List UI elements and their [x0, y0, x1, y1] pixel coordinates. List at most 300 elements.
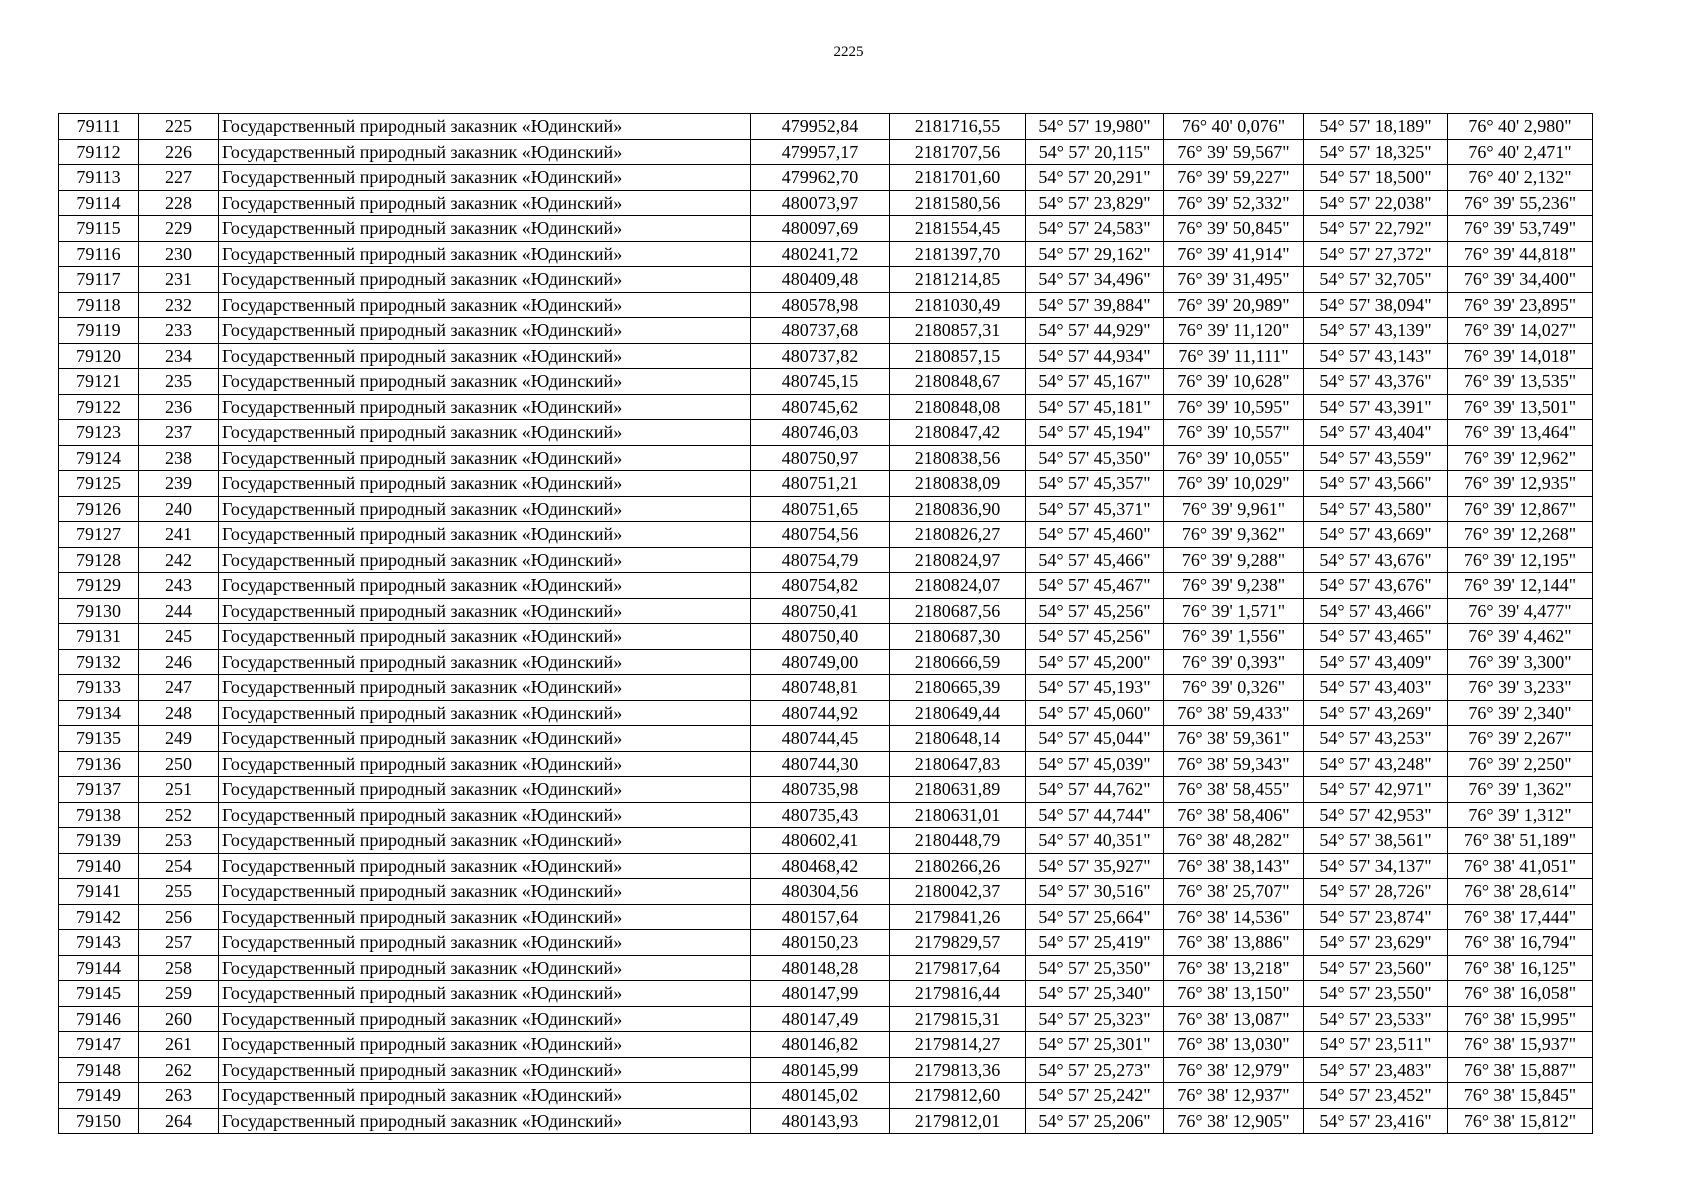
latitude-alt-cell: 54° 57' 43,566" [1304, 471, 1448, 497]
latitude-cell: 54° 57' 39,884" [1026, 292, 1164, 318]
point-number-cell: 227 [139, 165, 219, 191]
x-coordinate-cell: 480735,43 [751, 802, 890, 828]
table-row [59, 930, 1593, 956]
table-row [59, 726, 1593, 752]
point-id-cell: 79138 [59, 802, 139, 828]
longitude-alt-cell: 76° 39' 12,144" [1448, 573, 1593, 599]
longitude-alt-cell: 76° 38' 16,794" [1448, 930, 1593, 956]
y-coordinate-cell: 2179817,64 [890, 955, 1026, 981]
latitude-cell: 54° 57' 25,419" [1026, 930, 1164, 956]
latitude-cell: 54° 57' 45,039" [1026, 751, 1164, 777]
point-number-cell: 225 [139, 114, 219, 140]
point-id-cell: 79120 [59, 343, 139, 369]
point-number-cell: 236 [139, 394, 219, 420]
table-row [59, 777, 1593, 803]
longitude-alt-cell: 76° 38' 15,887" [1448, 1057, 1593, 1083]
latitude-alt-cell: 54° 57' 43,559" [1304, 445, 1448, 471]
y-coordinate-cell: 2179814,27 [890, 1032, 1026, 1058]
longitude-alt-cell: 76° 40' 2,980" [1448, 114, 1593, 140]
latitude-cell: 54° 57' 40,351" [1026, 828, 1164, 854]
y-coordinate-cell: 2180266,26 [890, 853, 1026, 879]
table-row [59, 165, 1593, 191]
point-number-cell: 262 [139, 1057, 219, 1083]
point-id-cell: 79127 [59, 522, 139, 548]
x-coordinate-cell: 480746,03 [751, 420, 890, 446]
y-coordinate-cell: 2180042,37 [890, 879, 1026, 905]
latitude-alt-cell: 54° 57' 38,561" [1304, 828, 1448, 854]
object-name-cell: Государственный природный заказник «Юдинский» [219, 496, 751, 522]
latitude-cell: 54° 57' 45,194" [1026, 420, 1164, 446]
object-name-cell: Государственный природный заказник «Юдинский» [219, 1108, 751, 1134]
object-name-cell: Государственный природный заказник «Юдинский» [219, 675, 751, 701]
x-coordinate-cell: 480073,97 [751, 190, 890, 216]
object-name-cell: Государственный природный заказник «Юдинский» [219, 369, 751, 395]
latitude-alt-cell: 54° 57' 23,533" [1304, 1006, 1448, 1032]
table-row [59, 1032, 1593, 1058]
object-name-cell: Государственный природный заказник «Юдинский» [219, 802, 751, 828]
x-coordinate-cell: 479952,84 [751, 114, 890, 140]
longitude-alt-cell: 76° 38' 51,189" [1448, 828, 1593, 854]
point-number-cell: 240 [139, 496, 219, 522]
longitude-cell: 76° 38' 58,406" [1164, 802, 1304, 828]
point-id-cell: 79129 [59, 573, 139, 599]
x-coordinate-cell: 480148,28 [751, 955, 890, 981]
point-number-cell: 264 [139, 1108, 219, 1134]
table-row [59, 573, 1593, 599]
x-coordinate-cell: 479957,17 [751, 139, 890, 165]
table-row [59, 139, 1593, 165]
point-id-cell: 79114 [59, 190, 139, 216]
latitude-cell: 54° 57' 45,181" [1026, 394, 1164, 420]
longitude-alt-cell: 76° 40' 2,132" [1448, 165, 1593, 191]
longitude-cell: 76° 39' 0,393" [1164, 649, 1304, 675]
object-name-cell: Государственный природный заказник «Юдинский» [219, 216, 751, 242]
x-coordinate-cell: 480751,21 [751, 471, 890, 497]
point-id-cell: 79135 [59, 726, 139, 752]
latitude-cell: 54° 57' 45,256" [1026, 624, 1164, 650]
point-id-cell: 79126 [59, 496, 139, 522]
table-row [59, 420, 1593, 446]
y-coordinate-cell: 2179829,57 [890, 930, 1026, 956]
point-id-cell: 79123 [59, 420, 139, 446]
table-row [59, 114, 1593, 140]
point-number-cell: 250 [139, 751, 219, 777]
x-coordinate-cell: 480578,98 [751, 292, 890, 318]
latitude-alt-cell: 54° 57' 34,137" [1304, 853, 1448, 879]
y-coordinate-cell: 2180838,09 [890, 471, 1026, 497]
longitude-cell: 76° 39' 10,055" [1164, 445, 1304, 471]
latitude-alt-cell: 54° 57' 43,580" [1304, 496, 1448, 522]
page-number: 2225 [833, 44, 864, 60]
point-number-cell: 232 [139, 292, 219, 318]
object-name-cell: Государственный природный заказник «Юдинский» [219, 267, 751, 293]
object-name-cell: Государственный природный заказник «Юдинский» [219, 573, 751, 599]
y-coordinate-cell: 2180665,39 [890, 675, 1026, 701]
object-name-cell: Государственный природный заказник «Юдинский» [219, 394, 751, 420]
latitude-cell: 54° 57' 25,350" [1026, 955, 1164, 981]
table-row [59, 318, 1593, 344]
x-coordinate-cell: 480147,49 [751, 1006, 890, 1032]
point-number-cell: 238 [139, 445, 219, 471]
point-id-cell: 79142 [59, 904, 139, 930]
latitude-alt-cell: 54° 57' 23,416" [1304, 1108, 1448, 1134]
longitude-alt-cell: 76° 38' 16,125" [1448, 955, 1593, 981]
object-name-cell: Государственный природный заказник «Юдинский» [219, 292, 751, 318]
longitude-cell: 76° 38' 14,536" [1164, 904, 1304, 930]
point-number-cell: 254 [139, 853, 219, 879]
point-id-cell: 79132 [59, 649, 139, 675]
table-row [59, 216, 1593, 242]
latitude-cell: 54° 57' 25,206" [1026, 1108, 1164, 1134]
x-coordinate-cell: 479962,70 [751, 165, 890, 191]
x-coordinate-cell: 480737,68 [751, 318, 890, 344]
latitude-cell: 54° 57' 45,357" [1026, 471, 1164, 497]
latitude-alt-cell: 54° 57' 42,953" [1304, 802, 1448, 828]
point-number-cell: 244 [139, 598, 219, 624]
longitude-cell: 76° 39' 59,227" [1164, 165, 1304, 191]
point-id-cell: 79146 [59, 1006, 139, 1032]
longitude-cell: 76° 39' 1,556" [1164, 624, 1304, 650]
latitude-alt-cell: 54° 57' 43,465" [1304, 624, 1448, 650]
table-row [59, 445, 1593, 471]
x-coordinate-cell: 480241,72 [751, 241, 890, 267]
longitude-cell: 76° 39' 9,362" [1164, 522, 1304, 548]
y-coordinate-cell: 2180857,31 [890, 318, 1026, 344]
point-number-cell: 252 [139, 802, 219, 828]
point-id-cell: 79140 [59, 853, 139, 879]
longitude-cell: 76° 38' 12,937" [1164, 1083, 1304, 1109]
coordinates-table [58, 113, 1593, 1134]
table-row [59, 649, 1593, 675]
object-name-cell: Государственный природный заказник «Юдинский» [219, 853, 751, 879]
latitude-cell: 54° 57' 45,371" [1026, 496, 1164, 522]
table-row [59, 1108, 1593, 1134]
longitude-cell: 76° 39' 10,595" [1164, 394, 1304, 420]
object-name-cell: Государственный природный заказник «Юдинский» [219, 649, 751, 675]
object-name-cell: Государственный природный заказник «Юдинский» [219, 343, 751, 369]
longitude-alt-cell: 76° 39' 12,195" [1448, 547, 1593, 573]
longitude-cell: 76° 39' 41,914" [1164, 241, 1304, 267]
latitude-alt-cell: 54° 57' 43,466" [1304, 598, 1448, 624]
object-name-cell: Государственный природный заказник «Юдинский» [219, 955, 751, 981]
object-name-cell: Государственный природный заказник «Юдинский» [219, 471, 751, 497]
latitude-alt-cell: 54° 57' 23,629" [1304, 930, 1448, 956]
y-coordinate-cell: 2179813,36 [890, 1057, 1026, 1083]
longitude-alt-cell: 76° 39' 12,962" [1448, 445, 1593, 471]
y-coordinate-cell: 2179812,60 [890, 1083, 1026, 1109]
latitude-alt-cell: 54° 57' 28,726" [1304, 879, 1448, 905]
table-row [59, 598, 1593, 624]
longitude-cell: 76° 39' 31,495" [1164, 267, 1304, 293]
latitude-cell: 54° 57' 25,301" [1026, 1032, 1164, 1058]
table-row [59, 496, 1593, 522]
latitude-alt-cell: 54° 57' 18,325" [1304, 139, 1448, 165]
longitude-alt-cell: 76° 39' 2,250" [1448, 751, 1593, 777]
point-number-cell: 231 [139, 267, 219, 293]
point-id-cell: 79133 [59, 675, 139, 701]
longitude-cell: 76° 38' 59,343" [1164, 751, 1304, 777]
latitude-alt-cell: 54° 57' 38,094" [1304, 292, 1448, 318]
point-id-cell: 79117 [59, 267, 139, 293]
y-coordinate-cell: 2180848,08 [890, 394, 1026, 420]
point-number-cell: 256 [139, 904, 219, 930]
latitude-cell: 54° 57' 45,193" [1026, 675, 1164, 701]
table-row [59, 471, 1593, 497]
x-coordinate-cell: 480409,48 [751, 267, 890, 293]
x-coordinate-cell: 480468,42 [751, 853, 890, 879]
y-coordinate-cell: 2180647,83 [890, 751, 1026, 777]
longitude-cell: 76° 38' 12,905" [1164, 1108, 1304, 1134]
latitude-cell: 54° 57' 24,583" [1026, 216, 1164, 242]
object-name-cell: Государственный природный заказник «Юдинский» [219, 1032, 751, 1058]
point-id-cell: 79122 [59, 394, 139, 420]
longitude-cell: 76° 39' 11,120" [1164, 318, 1304, 344]
latitude-alt-cell: 54° 57' 23,511" [1304, 1032, 1448, 1058]
longitude-cell: 76° 39' 9,288" [1164, 547, 1304, 573]
x-coordinate-cell: 480145,02 [751, 1083, 890, 1109]
table-body [59, 114, 1593, 1134]
x-coordinate-cell: 480748,81 [751, 675, 890, 701]
table-row [59, 828, 1593, 854]
longitude-cell: 76° 39' 11,111" [1164, 343, 1304, 369]
longitude-cell: 76° 39' 1,571" [1164, 598, 1304, 624]
point-number-cell: 246 [139, 649, 219, 675]
object-name-cell: Государственный природный заказник «Юдинский» [219, 241, 751, 267]
point-id-cell: 79121 [59, 369, 139, 395]
object-name-cell: Государственный природный заказник «Юдинский» [219, 981, 751, 1007]
object-name-cell: Государственный природный заказник «Юдинский» [219, 420, 751, 446]
table-row [59, 802, 1593, 828]
latitude-alt-cell: 54° 57' 23,874" [1304, 904, 1448, 930]
y-coordinate-cell: 2180648,14 [890, 726, 1026, 752]
point-number-cell: 234 [139, 343, 219, 369]
table-row [59, 292, 1593, 318]
point-id-cell: 79131 [59, 624, 139, 650]
longitude-cell: 76° 38' 25,707" [1164, 879, 1304, 905]
latitude-alt-cell: 54° 57' 22,038" [1304, 190, 1448, 216]
longitude-cell: 76° 38' 59,433" [1164, 700, 1304, 726]
longitude-alt-cell: 76° 38' 15,845" [1448, 1083, 1593, 1109]
x-coordinate-cell: 480754,82 [751, 573, 890, 599]
y-coordinate-cell: 2180666,59 [890, 649, 1026, 675]
x-coordinate-cell: 480145,99 [751, 1057, 890, 1083]
point-number-cell: 245 [139, 624, 219, 650]
longitude-cell: 76° 39' 20,989" [1164, 292, 1304, 318]
object-name-cell: Государственный природный заказник «Юдинский» [219, 522, 751, 548]
longitude-cell: 76° 38' 13,218" [1164, 955, 1304, 981]
table-row [59, 751, 1593, 777]
x-coordinate-cell: 480304,56 [751, 879, 890, 905]
longitude-alt-cell: 76° 40' 2,471" [1448, 139, 1593, 165]
latitude-alt-cell: 54° 57' 27,372" [1304, 241, 1448, 267]
point-id-cell: 79141 [59, 879, 139, 905]
point-number-cell: 241 [139, 522, 219, 548]
latitude-alt-cell: 54° 57' 43,391" [1304, 394, 1448, 420]
x-coordinate-cell: 480146,82 [751, 1032, 890, 1058]
latitude-cell: 54° 57' 45,350" [1026, 445, 1164, 471]
point-number-cell: 257 [139, 930, 219, 956]
latitude-cell: 54° 57' 30,516" [1026, 879, 1164, 905]
point-id-cell: 79145 [59, 981, 139, 1007]
longitude-alt-cell: 76° 39' 4,462" [1448, 624, 1593, 650]
latitude-alt-cell: 54° 57' 23,452" [1304, 1083, 1448, 1109]
longitude-cell: 76° 40' 0,076" [1164, 114, 1304, 140]
latitude-cell: 54° 57' 45,460" [1026, 522, 1164, 548]
point-number-cell: 255 [139, 879, 219, 905]
object-name-cell: Государственный природный заказник «Юдинский» [219, 700, 751, 726]
point-id-cell: 79112 [59, 139, 139, 165]
latitude-cell: 54° 57' 44,762" [1026, 777, 1164, 803]
y-coordinate-cell: 2180687,30 [890, 624, 1026, 650]
longitude-cell: 76° 38' 13,150" [1164, 981, 1304, 1007]
y-coordinate-cell: 2180838,56 [890, 445, 1026, 471]
x-coordinate-cell: 480602,41 [751, 828, 890, 854]
point-id-cell: 79124 [59, 445, 139, 471]
point-id-cell: 79147 [59, 1032, 139, 1058]
point-id-cell: 79137 [59, 777, 139, 803]
point-id-cell: 79144 [59, 955, 139, 981]
latitude-alt-cell: 54° 57' 43,409" [1304, 649, 1448, 675]
longitude-cell: 76° 39' 10,557" [1164, 420, 1304, 446]
x-coordinate-cell: 480157,64 [751, 904, 890, 930]
longitude-cell: 76° 38' 13,030" [1164, 1032, 1304, 1058]
latitude-cell: 54° 57' 45,044" [1026, 726, 1164, 752]
latitude-cell: 54° 57' 23,829" [1026, 190, 1164, 216]
longitude-cell: 76° 39' 52,332" [1164, 190, 1304, 216]
longitude-cell: 76° 39' 50,845" [1164, 216, 1304, 242]
longitude-alt-cell: 76° 38' 41,051" [1448, 853, 1593, 879]
longitude-cell: 76° 38' 58,455" [1164, 777, 1304, 803]
table-row [59, 955, 1593, 981]
latitude-cell: 54° 57' 29,162" [1026, 241, 1164, 267]
x-coordinate-cell: 480150,23 [751, 930, 890, 956]
longitude-alt-cell: 76° 39' 4,477" [1448, 598, 1593, 624]
point-id-cell: 79115 [59, 216, 139, 242]
latitude-alt-cell: 54° 57' 43,139" [1304, 318, 1448, 344]
longitude-cell: 76° 38' 59,361" [1164, 726, 1304, 752]
latitude-cell: 54° 57' 20,291" [1026, 165, 1164, 191]
object-name-cell: Государственный природный заказник «Юдинский» [219, 879, 751, 905]
point-number-cell: 261 [139, 1032, 219, 1058]
latitude-cell: 54° 57' 25,664" [1026, 904, 1164, 930]
table-row [59, 879, 1593, 905]
point-id-cell: 79125 [59, 471, 139, 497]
longitude-alt-cell: 76° 39' 12,268" [1448, 522, 1593, 548]
object-name-cell: Государственный природный заказник «Юдинский» [219, 190, 751, 216]
table-row [59, 1006, 1593, 1032]
point-id-cell: 79150 [59, 1108, 139, 1134]
table-row [59, 853, 1593, 879]
longitude-cell: 76° 38' 48,282" [1164, 828, 1304, 854]
longitude-alt-cell: 76° 39' 55,236" [1448, 190, 1593, 216]
object-name-cell: Государственный природный заказник «Юдинский» [219, 930, 751, 956]
object-name-cell: Государственный природный заказник «Юдинский» [219, 445, 751, 471]
object-name-cell: Государственный природный заказник «Юдинский» [219, 547, 751, 573]
latitude-cell: 54° 57' 45,467" [1026, 573, 1164, 599]
table-row [59, 981, 1593, 1007]
y-coordinate-cell: 2179815,31 [890, 1006, 1026, 1032]
latitude-alt-cell: 54° 57' 43,676" [1304, 547, 1448, 573]
point-id-cell: 79116 [59, 241, 139, 267]
object-name-cell: Государственный природный заказник «Юдинский» [219, 777, 751, 803]
x-coordinate-cell: 480750,41 [751, 598, 890, 624]
latitude-alt-cell: 54° 57' 43,403" [1304, 675, 1448, 701]
latitude-alt-cell: 54° 57' 43,253" [1304, 726, 1448, 752]
longitude-cell: 76° 38' 13,886" [1164, 930, 1304, 956]
y-coordinate-cell: 2180631,01 [890, 802, 1026, 828]
table-row [59, 369, 1593, 395]
latitude-alt-cell: 54° 57' 42,971" [1304, 777, 1448, 803]
point-id-cell: 79136 [59, 751, 139, 777]
longitude-cell: 76° 38' 38,143" [1164, 853, 1304, 879]
longitude-cell: 76° 39' 0,326" [1164, 675, 1304, 701]
object-name-cell: Государственный природный заказник «Юдинский» [219, 139, 751, 165]
longitude-cell: 76° 39' 10,628" [1164, 369, 1304, 395]
latitude-cell: 54° 57' 20,115" [1026, 139, 1164, 165]
x-coordinate-cell: 480745,62 [751, 394, 890, 420]
y-coordinate-cell: 2179841,26 [890, 904, 1026, 930]
point-number-cell: 242 [139, 547, 219, 573]
x-coordinate-cell: 480751,65 [751, 496, 890, 522]
x-coordinate-cell: 480750,97 [751, 445, 890, 471]
latitude-cell: 54° 57' 45,466" [1026, 547, 1164, 573]
point-id-cell: 79149 [59, 1083, 139, 1109]
latitude-alt-cell: 54° 57' 18,500" [1304, 165, 1448, 191]
table-row [59, 904, 1593, 930]
x-coordinate-cell: 480737,82 [751, 343, 890, 369]
latitude-cell: 54° 57' 19,980" [1026, 114, 1164, 140]
table-row [59, 1083, 1593, 1109]
longitude-alt-cell: 76° 39' 13,501" [1448, 394, 1593, 420]
longitude-alt-cell: 76° 38' 17,444" [1448, 904, 1593, 930]
x-coordinate-cell: 480147,99 [751, 981, 890, 1007]
x-coordinate-cell: 480097,69 [751, 216, 890, 242]
x-coordinate-cell: 480735,98 [751, 777, 890, 803]
point-id-cell: 79143 [59, 930, 139, 956]
latitude-cell: 54° 57' 25,323" [1026, 1006, 1164, 1032]
point-number-cell: 253 [139, 828, 219, 854]
x-coordinate-cell: 480744,30 [751, 751, 890, 777]
point-id-cell: 79128 [59, 547, 139, 573]
point-id-cell: 79111 [59, 114, 139, 140]
point-id-cell: 79118 [59, 292, 139, 318]
object-name-cell: Государственный природный заказник «Юдинский» [219, 598, 751, 624]
point-id-cell: 79134 [59, 700, 139, 726]
x-coordinate-cell: 480750,40 [751, 624, 890, 650]
table-row [59, 624, 1593, 650]
latitude-cell: 54° 57' 35,927" [1026, 853, 1164, 879]
x-coordinate-cell: 480744,92 [751, 700, 890, 726]
table-row [59, 522, 1593, 548]
longitude-alt-cell: 76° 39' 3,233" [1448, 675, 1593, 701]
point-number-cell: 226 [139, 139, 219, 165]
latitude-cell: 54° 57' 45,200" [1026, 649, 1164, 675]
longitude-alt-cell: 76° 38' 15,937" [1448, 1032, 1593, 1058]
table-row [59, 700, 1593, 726]
longitude-alt-cell: 76° 38' 28,614" [1448, 879, 1593, 905]
longitude-alt-cell: 76° 39' 14,018" [1448, 343, 1593, 369]
x-coordinate-cell: 480754,79 [751, 547, 890, 573]
table-row [59, 675, 1593, 701]
x-coordinate-cell: 480745,15 [751, 369, 890, 395]
object-name-cell: Государственный природный заказник «Юдинский» [219, 1083, 751, 1109]
y-coordinate-cell: 2181707,56 [890, 139, 1026, 165]
latitude-cell: 54° 57' 44,929" [1026, 318, 1164, 344]
latitude-cell: 54° 57' 45,060" [1026, 700, 1164, 726]
longitude-cell: 76° 39' 59,567" [1164, 139, 1304, 165]
longitude-alt-cell: 76° 39' 2,267" [1448, 726, 1593, 752]
object-name-cell: Государственный природный заказник «Юдинский» [219, 828, 751, 854]
